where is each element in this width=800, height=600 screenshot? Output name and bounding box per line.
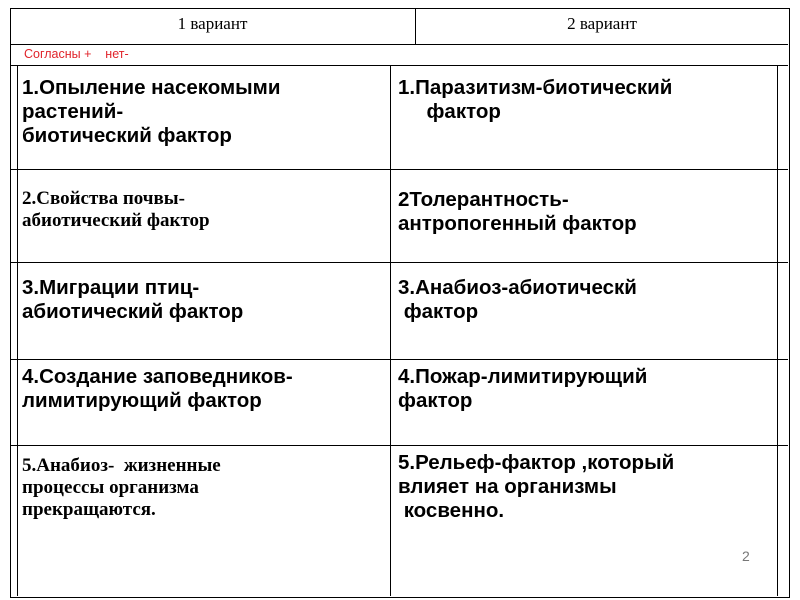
cell-right: 2Толерантность- антропогенный фактор — [398, 188, 637, 235]
cell-left: 3.Миграции птиц- абиотический фактор — [22, 276, 244, 323]
row-divider — [10, 359, 788, 360]
cell-left: 4.Создание заповедников- лимитирующий фактор — [22, 365, 293, 412]
page-number: 2 — [742, 548, 750, 564]
row-divider — [10, 262, 788, 263]
header-variant-2: 2 вариант — [567, 14, 637, 33]
cell-left: 2.Свойства почвы- абиотический фактор — [22, 188, 210, 231]
cell-right: 1.Паразитизм-биотический фактор — [398, 76, 673, 123]
content-right-border — [777, 65, 778, 596]
column-divider — [390, 65, 391, 596]
header-divider — [10, 44, 788, 45]
row-divider — [10, 445, 788, 446]
cell-left: 5.Анабиоз- жизненные процессы организма прекращаются. — [22, 455, 221, 520]
header-variant-1: 1 вариант — [177, 14, 248, 33]
row-divider — [10, 65, 788, 66]
cell-right: 4.Пожар-лимитирующий фактор — [398, 365, 648, 412]
cell-right: 5.Рельеф-фактор ,который влияет на организмы косвенно. — [398, 451, 675, 522]
vote-legend: Согласны + нет- — [24, 47, 129, 61]
cell-left: 1.Опыление насекомыми растений- биотический фактор — [22, 76, 281, 147]
row-divider — [10, 169, 788, 170]
content-left-border — [17, 65, 18, 596]
cell-right: 3.Анабиоз-абиотическй фактор — [398, 276, 637, 323]
